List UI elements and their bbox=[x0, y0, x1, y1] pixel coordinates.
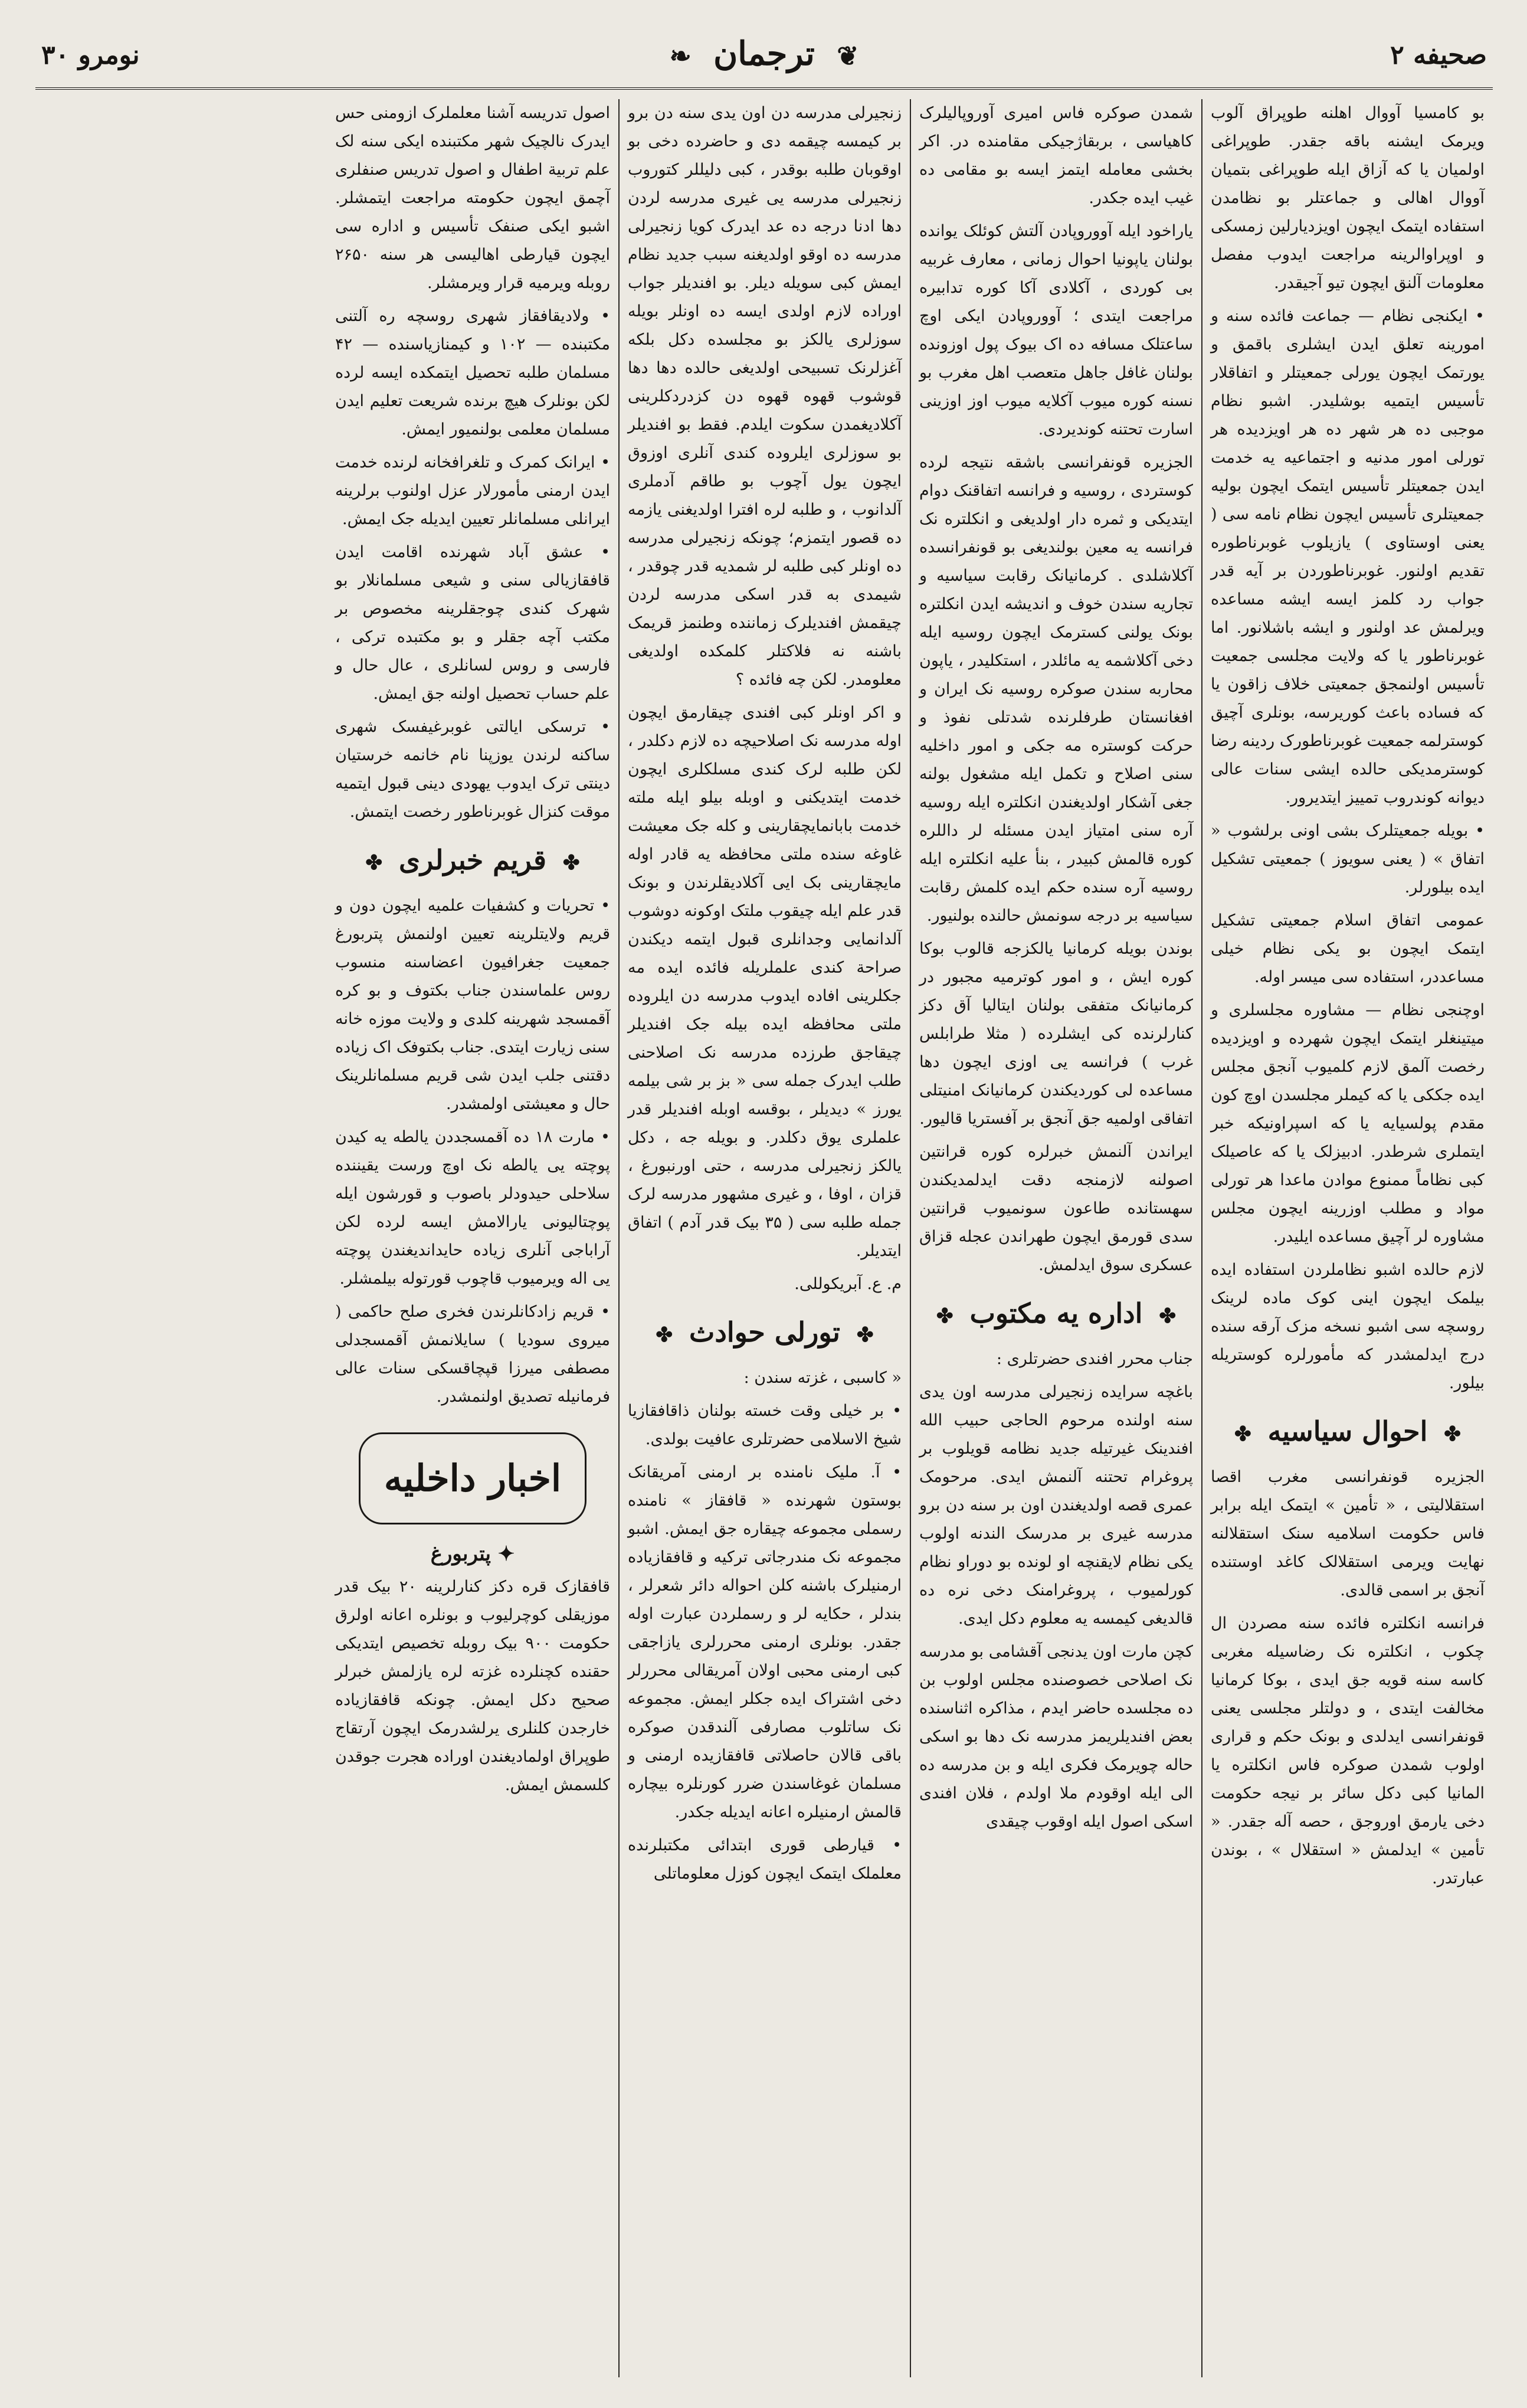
article-paragraph: • ایرانک کمرک و تلغرافخانه لرنده خدمت ایدن ارمنی مأمورلار عزل اولنوب برلرینه ایرانلی مسلمانلر تعیین ایدیله جک ایمش. bbox=[335, 453, 610, 528]
issue-number-label: نومرو ۳۰ bbox=[41, 40, 140, 70]
article-signature: م. ع. آبریکوللی. bbox=[794, 1275, 902, 1293]
ornament-icon: ✦ bbox=[490, 1542, 515, 1566]
ornament-icon: ✤ bbox=[856, 1323, 874, 1347]
article-paragraph: و اکر اونلر کبی افندی چیقارمق ایچون اوله مدرسه نک اصلاحیچه ده لازم دکلدر ، لکن طلبه لرک کندی مسلکلری ایچون خدمت ایتدیکنی و اوبله بیلو ایله ملته خدمت بابانمایچقارینی و کله جک معیشت غاوغه سنده ملتی محافظه یه قادر اوله مایچقارینی بک ایی آکلادیقلرندن و بونک قدر علم ایله چیقوب ملتک اوکونه دوشوب آلدانمایی وجدانلری قبول ایتمه دیکندن صراحة کندی علملریله فائده ایده مه جکلرینی افاده ایدوب مدرسه دن ایلروده ملتی محافظه ایده بیله جک افندیلر چیقاجق طرزده مدرسه نک اصلاحنی طلب ایدرک جمله سی « بز بر شی بیلمه یورز » دیدیلر ، بوقسه اوبله افندیلر قدر علملری یوق دکلدر. و بویله جه ، دکل یالکز زنجیرلی مدرسه ، حتی اورنبورغ ، قزان ، اوفا ، و غیری مشهور مدرسه لرک جمله طلبه سی ( ۳۵ بیک قدر آدم ) اتفاق ایتدیلر. bbox=[628, 704, 902, 1260]
ornament-icon: ✤ bbox=[1159, 1304, 1176, 1328]
section-heading bbox=[1211, 1413, 1485, 1452]
article-paragraph: • ترسکی ایالتی غوبرغیفسک شهری ساکنه لرندن یوزپنا نام خانمه خرستیان دینتی ترک ایدوب یهودی دینی قبول ایتمیه موقت کنزال غوبرناطور رخصت ایتمش. bbox=[335, 718, 610, 821]
article-paragraph: الجزیره قونفرانسی باشقه نتیجه لرده کوستردی ، روسیه و فرانسه اتفاقنک دوام ایتدیکی و ثمره دار اولدیغی و انکلتره نک فرانسه یه معین بولندیغی بو قونفرانسده آکلاشلدی . کرمانیانک رقابت سیاسیه و تجاریه سندن خوف و اندیشه ایدن انکلتره بونک یولنی کسترمک ایچون روسیه ایله دخی آکلاشمه یه مائلدر ، استکلیدر ، یاپون محاربه سندن صوکره روسیه نک ایران و افغانستان طرفلرنده شدتلی نفوذ و حرکت کوستره مه جکی و امور داخلیه سنی اصلاح و تکمل ایله مشغول بولنه جغی آشکار اولدیغندن انکلتره ایله روسیه آره سنی امتیاز ایدن مسئله لر داللره کوره قالمش کبیدر ، بنأ علیه انکلتره ایله روسیه آره سنده حکم ایده کلمش رقابت سیاسیه بر درجه سونمش حالنده بولنیور. bbox=[919, 453, 1193, 925]
ornament-icon: ✤ bbox=[1234, 1422, 1251, 1446]
section-heading bbox=[919, 1295, 1193, 1334]
article-paragraph: • قریم زادکانلرندن فخری صلح حاکمی ( میروی سودیا ) سایلانمش آقمسجدلی مصطفی میرزا قپچاقسکی سنات عالی فرمانیله تصدیق اولنمشدر. bbox=[335, 1303, 610, 1406]
column-1 bbox=[1201, 99, 1493, 2377]
article-paragraph: بو کامسیا آووال اهلنه طوپراق آلوب ویرمک ایشنه باقه جقدر. طوپراغی اولمیان یا که آزاق ایله طوپراغی بتمیان آووال اهالی و جماعتلر بو نظامدن استفاده ایتمک ایچون اویزدیارلین زمسکی و اوپراوالرینه مراجعت ایدوب مفصل معلومات آلنق ایچون تیو آجیقدر. bbox=[1211, 104, 1485, 292]
section-heading-text: قریم خبرلری bbox=[399, 844, 546, 876]
ornament-icon: ❧ bbox=[669, 41, 692, 71]
article-paragraph: اوچنجی نظام — مشاوره مجلسلری و میتینغلر ایتمک ایچون شهرده و اویزدیده رخصت آلمق لازم کلمیوب آنجق مجلس ایده جککی یا که کیملر مجلسدن اوچ کون مقدم پولسیایه یا که اسپراونیکه خبر ایتملری شرطدر. ادبیزلک یا که عاصیلک کبی نظاماً ممنوع موادن ماعدا هر تورلی مواد و مطلب اوزرینه ایچون مجلس مشاوره لر آچیق مساعده ایلیدر. bbox=[1211, 1001, 1485, 1246]
article-paragraph: • قیارطی قوری ابتدائی مکتبلرنده معلملک ایتمک ایچون کوزل معلوماتلی bbox=[628, 1836, 902, 1883]
article-paragraph: اصول تدریسه آشنا معلملرک ازومنی حس ایدرک نالچیک شهر مکتبنده ایکی سنه لک علم تربیة اطفال و اصول تدریس صنفلری آچمق ایچون حکومته مراجعت ایتمشلر. اشبو ایکی صنفک تأسیس و اداره سی ایچون قیارطی اهالیسی هر سنه ۲۶۵۰ روبله ویرمیه قرار ویرمشلر. bbox=[335, 104, 610, 292]
article-paragraph: یاراخود ایله آووروپادن آلتش کوئلک یوانده بولنان یاپونیا احوال زمانی ، معارف غربیه بی کوردی ، آکلادی آکا کوره تدابیره مراجعت ایتدی ؛ آووروپادن ایکی اوچ ساعتلک مسافه ده اک بیوک پول اوزونده بولنان غافل جاهل متعصب اهل مغرب بو نسنه کوره میوب آکلایه میوب اوز اوزینی اسارت تحتنه کوندیردی. bbox=[919, 222, 1193, 439]
column-2 bbox=[910, 99, 1201, 2377]
ornament-icon: ✤ bbox=[365, 851, 383, 875]
masthead-text: اخبار داخلیه bbox=[384, 1457, 562, 1500]
article-paragraph: • تحریات و کشفیات علمیه ایچون دون و قریم ولایتلرینه تعیین اولنمش پتربورغ جمعیت جغرافیون اعضاسنه منسوب روس علماسندن جناب بکتوف و بو کره آقمسجد شهرینه کلدی و ولایت موزه خانه سنی زیارت ایتدی. جناب بکتوفک اک زیاده دقتنی جلب ایدن شی قریم مسلمانلرینک حال و معیشتی اولمشدر. bbox=[335, 897, 610, 1113]
article-paragraph: • بر خیلی وقت خسته بولنان ذاقافقازیا شیخ الاسلامی حضرتلری عافیت بولدی. bbox=[628, 1402, 902, 1448]
newspaper-title-text: ترجمان bbox=[713, 34, 815, 73]
section-heading-text: احوال سیاسیه bbox=[1267, 1415, 1428, 1447]
section-heading bbox=[628, 1314, 902, 1353]
column-4 bbox=[327, 99, 618, 2377]
page-header bbox=[35, 17, 1493, 90]
domestic-news-masthead bbox=[359, 1432, 586, 1524]
article-paragraph: شمدن صوکره فاس امیری آوروپالیلرک کاهیاسی ، بربقاژجیکی مقامنده در. اکر بخشی معامله ایتمز ایسه بو مقامی ده غیب ایده جکدر. bbox=[919, 104, 1193, 207]
sub-section-heading bbox=[335, 1540, 610, 1568]
ornament-icon: ✤ bbox=[562, 851, 580, 875]
article-paragraph: جناب محرر افندی حضرتلری : bbox=[996, 1350, 1193, 1368]
article-paragraph: زنجیرلی مدرسه دن اون یدی سنه دن برو بر کیمسه چیقمه دی و حاضرده دخی بو اوقوبان طلبه بوقدر ، کبی دلیللر کتوروب زنجیرلی مدرسه یی غیری مدرسه لردن دها ادنا درجه ده عد ایدرک کویا زنجیرلی مدرسه ده اوقو اولدیغنه سبب جدید نظام ایمش کبی سویله دیلر. بو افندیلر جواب اوراده لازم اولدی ایسه ده اونلر بویله سوزلری یالکز بو مجلسده دکل بلکه آغزلرنک تسبیحی اولدیغی حالده دها دها قوشوب قهوه قهوه دن کزدردکلرینی آکلادیغمدن سکوت ایلدم. فقط بو افندیلر بو سوزلری ایلروده کندی آنلری اوزوق ایچون یول آچوب بو طاقم آدملری آلدانوب ، و طلبه لره افترا اولدیغنی یازمه ده قصور ایتمزم؛ چونکه زنجیرلی مدرسه ده اونلر کبی طلبه لر شمدیه قدر چوقدر ، شیمدی به قدر اسکی مدرسه لردن چیقمش افندیلرک زماننده وطنمز قریمک باشنه نه فلاکتلر کلمکده اولدیغی معلومدر. لکن چه فائده ؟ bbox=[628, 104, 902, 689]
ornament-icon: ✤ bbox=[936, 1304, 953, 1328]
article-paragraph: • بویله جمعیتلرک بشی اونی برلشوب « اتفاق » ( یعنی سویوز ) جمعیتی تشکیل ایده بیلورلر. bbox=[1211, 822, 1485, 897]
article-paragraph: • مارت ۱۸ ده آقمسجددن یالطه یه کیدن پوچته یی یالطه نک اوچ ورست یقیننده سلاحلی حیدودلر باصوب و قورشون ایله پوچتالیونی یارالامش ایسه لرده لکن آراباجی آنلری زیاده حایداندیغندن پوچته یی اله ویرمیوب قاچوب قورتوله بیلمشلر. bbox=[335, 1128, 610, 1288]
newspaper-title bbox=[35, 34, 1493, 73]
article-paragraph: « کاسبی ، غزته سندن : bbox=[743, 1369, 902, 1387]
article-paragraph: بوندن بویله کرمانیا یالکزجه قالوب بوکا کوره ایش ، و امور کوترمیه مجبور در کرمانیانک متفقی بولنان ایتالیا آق دکز کنارلرنده کی ایشلرده ( مثلا طرابلس غرب ) فرانسه یی اوزی ایچون دها مساعده لی کوردیکندن کرمانیانک امنیتلی اتفاقی اولمیه جق آنجق بر آفستریا قالیور. bbox=[919, 940, 1193, 1128]
article-paragraph: قافقازک قره دکز کنارلرینه ۲۰ بیک قدر موزیقلی کوچرلیوب و بونلره اعانه اولرق حکومت ۹۰۰ بیک روبله تخصیص ایتدیکی حقنده کچنلرده غزته لره یازلمش خبرلر صحیح دکل ایمش. چونکه قافقازیاده خارجدن کلنلری یرلشدرمک ایچون آرتقاج طوپراق اولمادیغندن اوراده هجرت جوقدن کلسمش ایمش. bbox=[335, 1578, 610, 1794]
article-paragraph: • عشق آباد شهرنده اقامت ایدن قافقازیالی سنی و شیعی مسلمانلار بو شهرک کندی چوجقلرینه مخصوص بر مکتب آچه جقلر و بو مکتبده ترکی ، فارسی و روس لسانلری ، عال حال و علم حساب تحصیل اولنه جق ایمش. bbox=[335, 543, 610, 703]
article-paragraph: • ولادیقافقاز شهری روسچه ره آلتنی مکتبنده — ۱۰۲ و کیمنازیاسنده — ۴۲ مسلمان طلبه تحصیل ایتمکده ایسه لرده لکن بونلرک هیچ برنده شریعت تعلیم ایدن مسلمان معلمی بولنمیور ایمش. bbox=[335, 307, 610, 439]
article-paragraph: • ایکنجی نظام — جماعت فائده سنه و امورینه تعلق ایدن ایشلری باقمق و یورتمک ایچون یورلی جمعیتلر و اتفاقلار تأسیس ایتمیه بوشلیدر. اشبو نظام موجبی ده هر شهر ده هر اویزدیده هر تورلی امور مدنیه و اجتماعیه یه خدمت ایدن جمعیتلر تأسیس ایتمک ایچون بولیه جمعیتلری تأسیس ایچون نظام نامه سی ( یعنی اوستاوی ) یازیلوب غوبرناطوره تقدیم اولنور. غوبرناطوردن بر آیه قدر جواب رد کلمز ایسه ایشه مساعده ویرلمش عد اولنور و ایشه باشلانور. اما غوبرناطور یا که ولایت مجلسی جمعیت تأسیس اولنمجق جمعیتی خلاف زاقون یا که فساده باعث کوریرسه، بونلری آچیق کوسترلمه جمعیت غوبرناطورک ردینه رضا کوسترمدیکی حالده ایشی سنات عالی دیوانه کوندروب تمییز ایتدیرور. bbox=[1211, 307, 1485, 807]
article-paragraph: ایراندن آلنمش خبرلره کوره قرانتین اصولنه لازمنجه دقت ایدلمدیکندن سهستانده طاعون سونمیوب قرانتین سدی قورمق ایچون طهراندن عجله قزاق عسکری سوق ایدلمش. bbox=[919, 1143, 1193, 1274]
article-paragraph: • آ. ملیک نامنده بر ارمنی آمریقانک بوستون شهرنده « قافقاز » نامنده رسملی مجموعه چیقاره جق ایمش. اشبو مجموعه نک مندرجاتی ترکیه و قافقازیاده ارمنیلرک باشنه کلن احواله دائر شعرلر ، بندلر ، حکایه لر و رسملردن عبارت اوله جقدر. بونلری ارمنی محررلری یازاجقی کبی ارمنی محبی اولان آمریقالی محررلر دخی اشتراک ایده جکلر ایمش. مجموعه نک ساتلوب مصارفی آلندقدن صوکره باقی قالان حاصلاتی قافقازیده ارمنی و مسلمان غوغاسندن ضرر کورنلره بیچاره قالمش ارمنیلره اعانه ایدیله جکدر. bbox=[628, 1463, 902, 1821]
article-paragraph: کچن مارت اون یدنجی آقشامی بو مدرسه نک اصلاحی خصوصنده مجلس اولوب بن ده مجلسده حاضر ایدم ، مذاکره اثناسنده بعض افندیلریمز مدرسه نک دها بو اسکی حاله چویرمک فکری ایله و بن مدرسه ده الی ایله اوقودم ملا اولدم ، فلان افندی اسکی اصول ایله اوقوب چیقدی bbox=[919, 1643, 1193, 1831]
section-heading-text: تورلی حوادث bbox=[689, 1316, 840, 1348]
sub-section-heading-text: پتربورغ bbox=[430, 1542, 491, 1566]
article-paragraph: عمومی اتفاق اسلام جمعیتی تشکیل ایتمک ایچون بو یکی نظام خیلی مساعددر، استفاده سی میسر اوله. bbox=[1211, 911, 1485, 986]
page-number-label: صحیفه ۲ bbox=[1390, 40, 1487, 70]
article-paragraph: باغچه سرایده زنجیرلی مدرسه اون یدی سنه اولنده مرحوم الحاجی حبیب الله افندینک غیرتیله جدید نظامه قویلوب بر پروغرام تحتنه آلنمش ایدی. مرحومک عمری قصه اولدیغندن اون بر سنه دن برو مدرسه غیری بر مدرسک الندنه اولوب یکی نظام لایقنچه او لونده بو دوراو نظام کورلمیوب ، پروغرامنک دخی نره ده قالدیغی کیمسه یه معلوم دکل ایدی. bbox=[919, 1383, 1193, 1628]
section-heading-text: اداره یه مکتوب bbox=[969, 1297, 1143, 1329]
column-3 bbox=[618, 99, 910, 2377]
ornament-icon: ✤ bbox=[656, 1323, 673, 1347]
article-paragraph: لازم حالده اشبو نظاملردن استفاده ایده بیلمک ایچون اینی کوک ماده لرینک روسچه سی اشبو نسخه مزک آرقه سنده درج ایدلمشدر که مأمورلره کوستریله بیلور. bbox=[1211, 1261, 1485, 1392]
section-heading bbox=[335, 842, 610, 881]
article-paragraph: فرانسه انکلتره فائده سنه مصردن ال چکوب ، انکلتره نک رضاسیله مغربی کاسه سنه قویه جق ایدی ، بوکا کرمانیا مخالفت ایتدی ، و دولتلر مجلسی یعنی قونفرانسی ایدلدی و بونک حکم و قراری اولوب شمدن صوکره فاس انکلتره یا المانیا کبی دکل سائر بر نیجه حکومت دخی یارمق اوروجق ، حصه آله جقدر. « تأمین » ایدلمش « استقلال » ، بوندن عبارتدر. bbox=[1211, 1614, 1485, 1887]
article-paragraph: الجزیره قونفرانسی مغرب اقصا استقلالیتی ، « تأمین » ایتمک ایله برابر فاس حکومت اسلامیه سنک استقلالنه نهایت ویرمی استقلالک کاغد اوستنده آنجق بر اسمی قالدی. bbox=[1211, 1468, 1485, 1599]
article-columns bbox=[35, 99, 1493, 2377]
ornament-icon: ✤ bbox=[1444, 1422, 1461, 1446]
ornament-icon: ❦ bbox=[837, 41, 859, 71]
